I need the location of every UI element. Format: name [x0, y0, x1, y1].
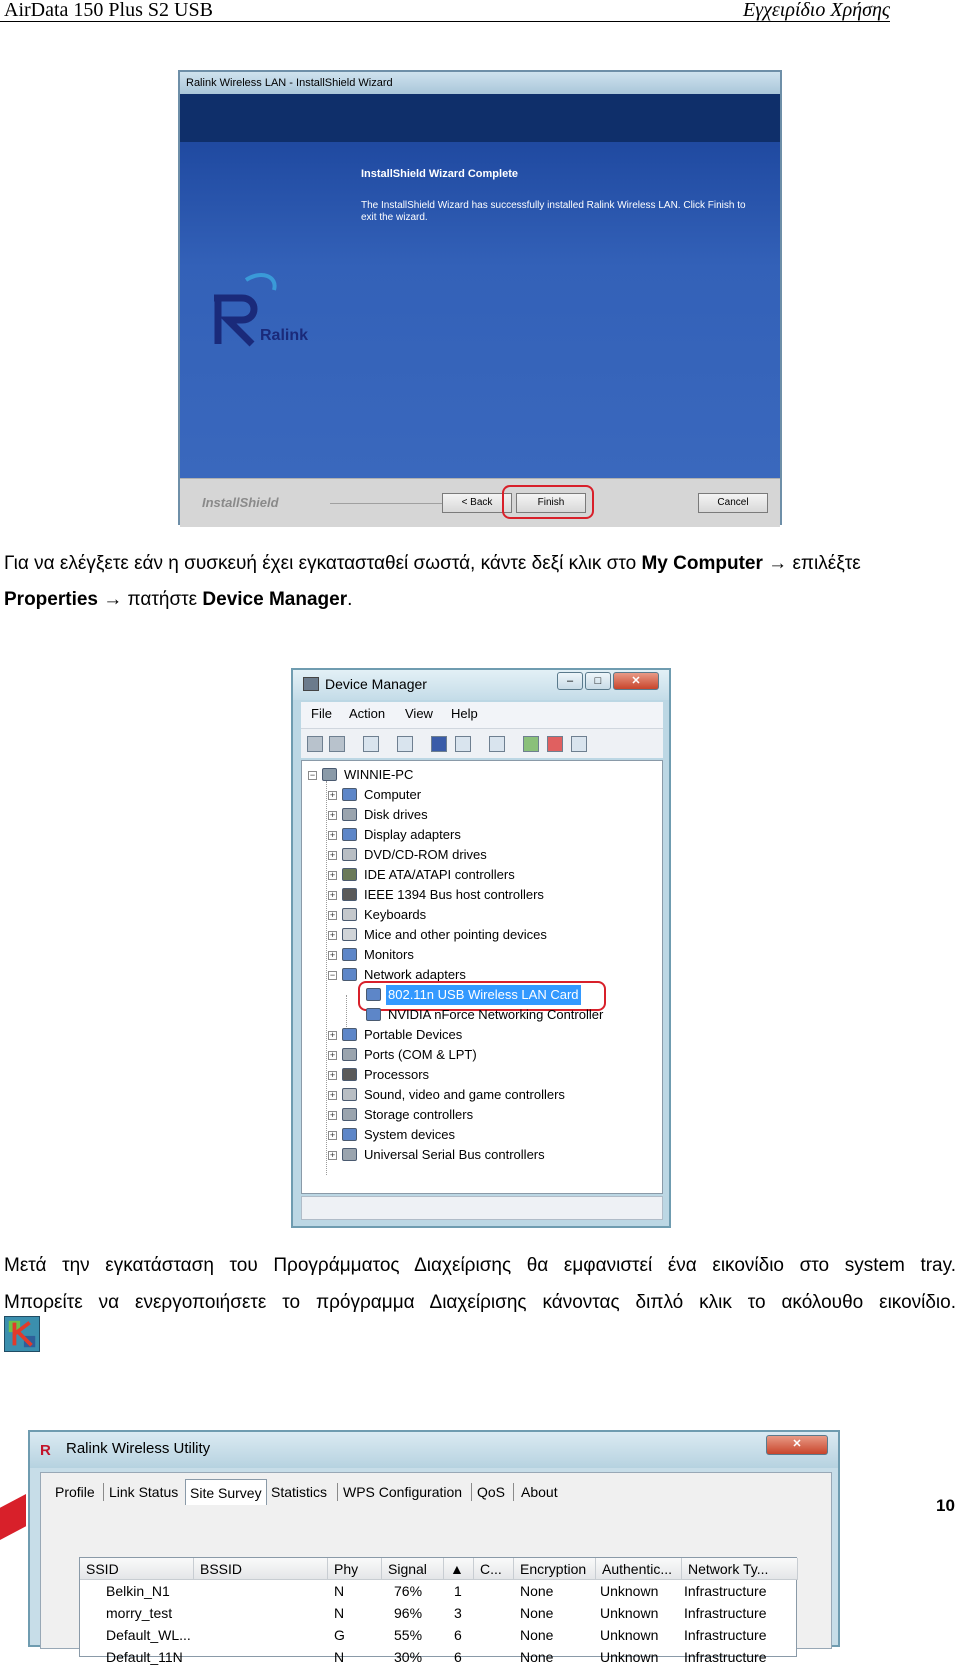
- para1-text-d: .: [347, 589, 353, 610]
- dm-status-bar: [301, 1196, 663, 1220]
- tab-site-survey[interactable]: Site Survey: [185, 1479, 267, 1505]
- cell-network-type: Infrastructure: [684, 1583, 767, 1599]
- expand-icon[interactable]: +: [329, 1070, 336, 1080]
- cell-network-type: Infrastructure: [684, 1649, 767, 1665]
- menu-file[interactable]: File: [311, 706, 332, 721]
- dm-menu-bar: [301, 702, 663, 728]
- column-header-network-type[interactable]: Network Ty...: [682, 1558, 798, 1580]
- expand-icon[interactable]: +: [329, 1050, 336, 1060]
- wizard-footer-divider: [330, 503, 450, 504]
- tree-node-label: Universal Serial Bus controllers: [364, 1147, 545, 1162]
- ralink-logo-icon: R: [40, 1442, 51, 1459]
- cell-channel: 3: [454, 1605, 462, 1621]
- page-number: 10: [936, 1496, 955, 1515]
- expand-icon[interactable]: +: [329, 830, 336, 840]
- action-pane-icon[interactable]: [455, 736, 471, 752]
- dvd-icon: [342, 848, 357, 861]
- device-manager-screenshot: [291, 668, 671, 1228]
- keyboard-icon: [342, 908, 357, 921]
- expand-icon[interactable]: +: [329, 1110, 336, 1120]
- ralink-logo: [206, 270, 336, 350]
- tree-guide-line: [326, 781, 327, 1175]
- para1-text-a: Για να ελέγξετε εάν η συσκευή έχει εγκατασταθεί σωστά, κάντε δεξί κλικ στο: [4, 553, 642, 574]
- para1-my-computer: My Computer: [641, 553, 763, 574]
- tree-node-label: Disk drives: [364, 807, 428, 822]
- header-manual-title: Εγχειρίδιο Χρήσης: [743, 0, 890, 21]
- help-icon[interactable]: [431, 736, 447, 752]
- maximize-icon[interactable]: □: [585, 672, 611, 690]
- wizard-top-band: [180, 94, 780, 142]
- cell-authentication: Unknown: [600, 1583, 659, 1599]
- network-icon: [342, 968, 357, 981]
- menu-action[interactable]: Action: [349, 706, 386, 721]
- finish-button[interactable]: Finish: [516, 493, 586, 513]
- cell-encryption: None: [520, 1649, 554, 1665]
- installshield-brand: InstallShield: [202, 495, 279, 510]
- cell-signal: 96%: [394, 1605, 423, 1621]
- expand-icon[interactable]: +: [329, 1150, 336, 1160]
- cell-phy: N: [334, 1605, 345, 1621]
- para1-text-c: → πατήστε: [97, 589, 203, 610]
- close-icon[interactable]: ✕: [613, 672, 659, 690]
- tab-profile[interactable]: Profile: [55, 1484, 95, 1500]
- finish-highlight-ring: [502, 485, 594, 519]
- collapse-icon[interactable]: −: [329, 970, 336, 980]
- cell-signal: 55%: [394, 1627, 423, 1643]
- portable-devices-icon: [342, 1028, 357, 1041]
- wizard-title-bar: Ralink Wireless LAN - InstallShield Wizard: [180, 72, 780, 94]
- tree-node-label: Storage controllers: [364, 1107, 474, 1122]
- cell-ssid: Default_WL...: [106, 1627, 191, 1643]
- cell-channel: 1: [454, 1583, 462, 1599]
- cell-network-type: Infrastructure: [684, 1627, 767, 1643]
- column-header-encryption[interactable]: Encryption: [514, 1558, 596, 1580]
- wizard-message: The InstallShield Wizard has successfully installed Ralink Wireless LAN. Click Finish to exit the wizard.: [361, 200, 746, 223]
- tab-separator: [103, 1483, 104, 1501]
- paragraph-tray-line2: Μπορείτε να ενεργοποιήσετε το πρόγραμμα Διαχείρισης κάνοντας διπλό κλικ το ακόλουθο εικονίδιο.: [4, 1292, 956, 1313]
- para1-device-manager: Device Manager: [202, 589, 348, 610]
- wizard-body: [180, 94, 780, 478]
- storage-icon: [342, 1108, 357, 1121]
- dm-toolbar: [301, 728, 663, 758]
- sound-icon: [342, 1088, 357, 1101]
- cell-signal: 76%: [394, 1583, 423, 1599]
- cell-ssid: Belkin_N1: [106, 1583, 170, 1599]
- tree-node-label: DVD/CD-ROM drives: [364, 847, 487, 862]
- expand-icon[interactable]: +: [329, 790, 336, 800]
- expand-icon[interactable]: +: [329, 910, 336, 920]
- firewire-icon: [342, 888, 357, 901]
- utility-title-bar: [30, 1432, 838, 1468]
- expand-icon[interactable]: +: [329, 870, 336, 880]
- wizard-heading: InstallShield Wizard Complete: [361, 168, 518, 180]
- tree-node-label: Sound, video and game controllers: [364, 1087, 565, 1102]
- para1-properties: Properties: [4, 589, 98, 610]
- tab-separator: [513, 1483, 514, 1501]
- expand-icon[interactable]: +: [329, 810, 336, 820]
- collapse-icon[interactable]: −: [309, 770, 316, 780]
- column-header-channel[interactable]: C...: [474, 1558, 514, 1580]
- tree-node-label: Processors: [364, 1067, 430, 1082]
- update-driver-icon[interactable]: [523, 736, 539, 752]
- cell-encryption: None: [520, 1583, 554, 1599]
- column-header-authentication[interactable]: Authentic...: [596, 1558, 682, 1580]
- cell-encryption: None: [520, 1605, 554, 1621]
- tab-separator: [337, 1483, 338, 1501]
- tab-wps-configuration[interactable]: WPS Configuration: [343, 1484, 463, 1500]
- tree-node-label: System devices: [364, 1127, 456, 1142]
- column-header-phy[interactable]: Phy: [328, 1558, 382, 1580]
- network-card-icon: [366, 1008, 381, 1021]
- install-wizard-screenshot: [178, 70, 782, 525]
- cell-channel: 6: [454, 1627, 462, 1643]
- cell-ssid: morry_test: [106, 1605, 173, 1621]
- cell-authentication: Unknown: [600, 1649, 659, 1665]
- cell-network-type: Infrastructure: [684, 1605, 767, 1621]
- tree-node-label: NVIDIA nForce Networking Controller: [388, 1007, 604, 1022]
- wizard-footer: [180, 478, 780, 527]
- back-button[interactable]: < Back: [442, 493, 512, 513]
- device-category-icon: [342, 788, 357, 801]
- tree-node-label: Mice and other pointing devices: [364, 927, 547, 942]
- cell-channel: 6: [454, 1649, 462, 1665]
- cell-phy: N: [334, 1583, 345, 1599]
- cell-authentication: Unknown: [600, 1627, 659, 1643]
- tree-node-label: Ports (COM & LPT): [364, 1047, 477, 1062]
- menu-help[interactable]: Help: [451, 706, 478, 721]
- ralink-logo-text: Ralink: [260, 327, 309, 344]
- expand-icon[interactable]: +: [329, 1030, 336, 1040]
- menu-view[interactable]: View: [405, 706, 433, 721]
- properties-icon[interactable]: [397, 736, 413, 752]
- paragraph-tray-line1: Μετά την εγκατάσταση του Προγράμματος Διαχείρισης θα εμφανιστεί ένα εικονίδιο στο system tray.: [4, 1255, 956, 1276]
- uninstall-icon[interactable]: [547, 736, 563, 752]
- paragraph-check-install: [4, 552, 956, 624]
- cell-phy: G: [334, 1627, 345, 1643]
- tab-qos[interactable]: QoS: [477, 1484, 506, 1500]
- cell-authentication: Unknown: [600, 1605, 659, 1621]
- mouse-icon: [342, 928, 357, 941]
- show-hide-tree-icon[interactable]: [363, 736, 379, 752]
- utility-close-icon[interactable]: ✕: [766, 1435, 828, 1455]
- back-arrow-icon[interactable]: [307, 736, 323, 752]
- tree-node-label: IDE ATA/ATAPI controllers: [364, 867, 515, 882]
- cell-signal: 30%: [394, 1649, 423, 1665]
- header-product: AirData 150 Plus S2 USB: [4, 0, 213, 21]
- tab-about[interactable]: About: [521, 1484, 558, 1500]
- system-devices-icon: [342, 1128, 357, 1141]
- ralink-utility-screenshot: [28, 1430, 840, 1665]
- scan-hardware-icon[interactable]: [489, 736, 505, 752]
- tree-node-label: Keyboards: [364, 907, 427, 922]
- computer-icon: [322, 768, 337, 781]
- display-icon: [342, 828, 357, 841]
- cancel-button[interactable]: Cancel: [698, 493, 768, 513]
- footer-brand-logo: [0, 1494, 26, 1540]
- cell-ssid: Default_11N: [106, 1649, 183, 1665]
- page-header: [0, 0, 890, 22]
- expand-icon[interactable]: +: [329, 950, 336, 960]
- forward-arrow-icon[interactable]: [329, 736, 345, 752]
- expand-icon[interactable]: +: [329, 930, 336, 940]
- cell-phy: N: [334, 1649, 345, 1665]
- column-header-bssid[interactable]: BSSID: [194, 1558, 328, 1580]
- tree-node-label: Computer: [364, 787, 422, 802]
- expand-icon[interactable]: +: [329, 890, 336, 900]
- tree-node-label: Network adapters: [364, 967, 466, 982]
- minimize-icon[interactable]: –: [557, 672, 583, 690]
- ide-icon: [342, 868, 357, 881]
- column-header-sort-arrow[interactable]: ▲: [444, 1558, 474, 1580]
- expand-icon[interactable]: +: [329, 1130, 336, 1140]
- disk-icon: [342, 808, 357, 821]
- tree-node-label-selected: 802.11n USB Wireless LAN Card: [386, 985, 581, 1005]
- column-header-signal[interactable]: Signal: [382, 1558, 444, 1580]
- expand-icon[interactable]: +: [329, 1090, 336, 1100]
- usb-icon: [342, 1148, 357, 1161]
- processor-icon: [342, 1068, 357, 1081]
- para1-text-b: → επιλέξτε: [762, 553, 861, 574]
- dm-title-bar: [293, 670, 669, 700]
- tree-node-label: Monitors: [364, 947, 414, 962]
- tree-node-label: Portable Devices: [364, 1027, 463, 1042]
- device-manager-icon: [303, 677, 319, 691]
- device-tree: [301, 760, 663, 1194]
- tab-statistics[interactable]: Statistics: [271, 1484, 328, 1500]
- tree-node-label: IEEE 1394 Bus host controllers: [364, 887, 544, 902]
- tab-separator: [471, 1483, 472, 1501]
- utility-body: [40, 1472, 832, 1665]
- tab-link-status[interactable]: Link Status: [109, 1484, 179, 1500]
- expand-icon[interactable]: +: [329, 850, 336, 860]
- site-survey-table: [79, 1557, 797, 1665]
- ports-icon: [342, 1048, 357, 1061]
- disable-device-icon[interactable]: [571, 736, 587, 752]
- tree-root-label: WINNIE-PC: [344, 767, 414, 782]
- column-header-ssid[interactable]: SSID: [80, 1558, 194, 1580]
- monitor-icon: [342, 948, 357, 961]
- ralink-tray-icon[interactable]: [4, 1316, 40, 1352]
- utility-title-text: Ralink Wireless Utility: [66, 1440, 211, 1457]
- tree-node-label: Display adapters: [364, 827, 461, 842]
- cell-encryption: None: [520, 1627, 554, 1643]
- dm-title-text: Device Manager: [325, 676, 427, 692]
